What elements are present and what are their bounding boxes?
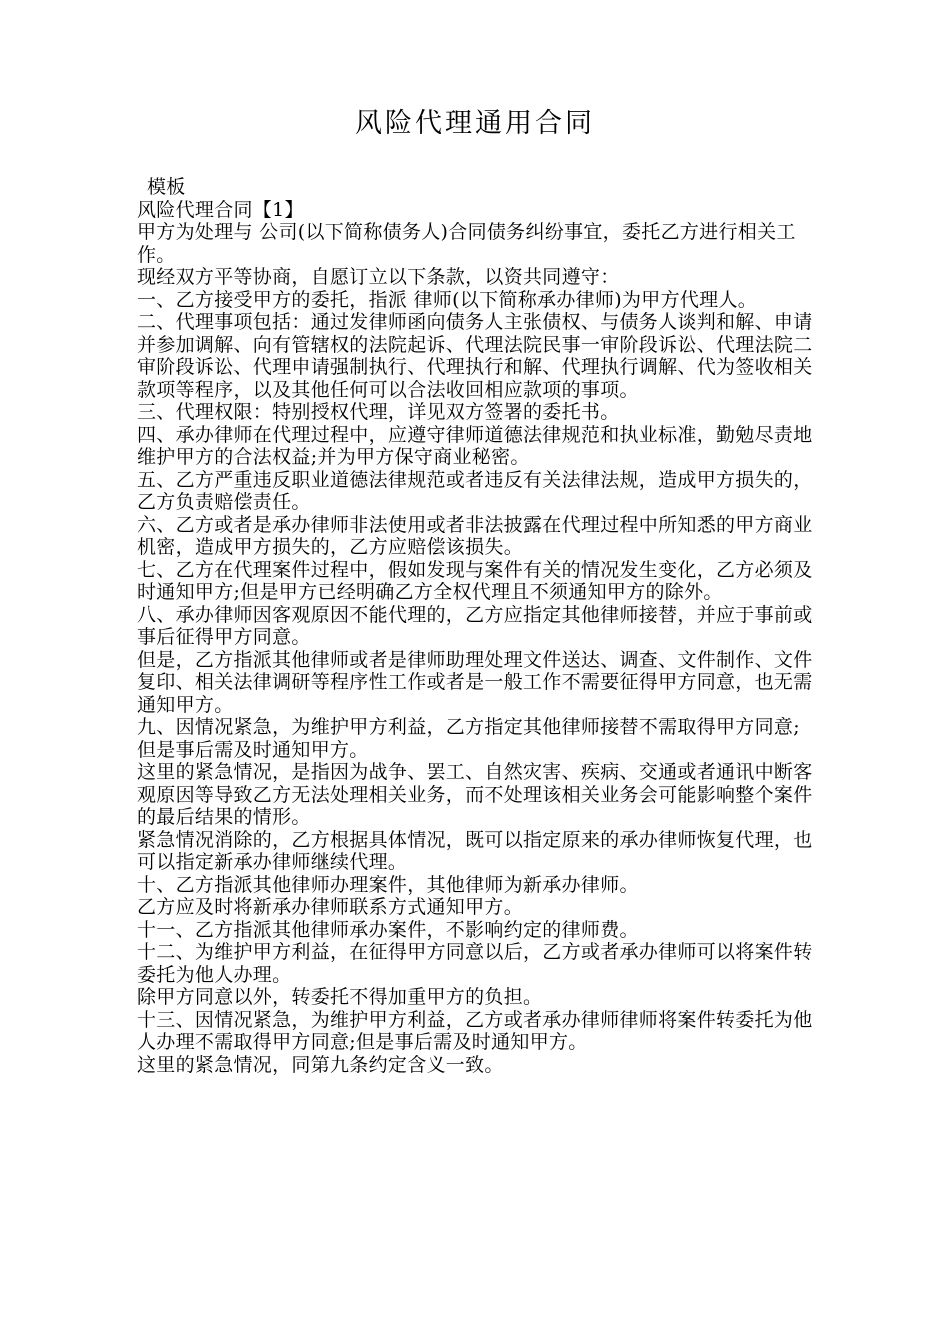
document-heading: 风险代理合同【1】 [137,198,304,221]
document-title: 风险代理通用合同 [355,108,595,139]
paragraph: 十一、乙方指派其他律师承办案件，不影响约定的律师费。 [137,918,639,941]
paragraph: 这里的紧急情况，是指因为战争、罢工、自然灾害、疾病、交通或者通讯中断客观原因等导致乙方无法处理相关业务，而不处理该相关业务会可能影响整个案件的最后结果的情形。 [137,761,813,828]
paragraph: 四、承办律师在代理过程中，应遵守律师道德法律规范和执业标准，勤勉尽责地维护甲方的合法权益;并为甲方保守商业秘密。 [137,423,813,468]
document-subtitle: 模板 [147,176,186,198]
paragraph: 九、因情况紧急，为维护甲方利益，乙方指定其他律师接替不需取得甲方同意;但是事后需及时通知甲方。 [137,716,800,761]
paragraph: 一、乙方接受甲方的委托，指派 律师(以下简称承办律师)为甲方代理人。 [137,288,758,311]
paragraph: 现经双方平等协商，自愿订立以下条款，以资共同遵守： [137,266,620,288]
document-body [137,176,814,1076]
paragraph: 十三、因情况紧急，为维护甲方利益，乙方或者承办律师律师将案件转委托为他人办理不需取得甲方同意;但是事后需及时通知甲方。 [137,1008,813,1053]
paragraph: 十、乙方指派其他律师办理案件，其他律师为新承办律师。 [137,873,639,896]
paragraph: 八、承办律师因客观原因不能代理的，乙方应指定其他律师接替，并应于事前或事后征得甲方同意。 [137,603,813,648]
paragraph: 甲方为处理与 公司(以下简称债务人)合同债务纠纷事宜，委托乙方进行相关工作。 [137,221,796,266]
paragraph: 三、代理权限：特别授权代理，详见双方签署的委托书。 [137,401,620,423]
paragraph: 这里的紧急情况，同第九条约定含义一致。 [137,1053,504,1076]
paragraph: 七、乙方在代理案件过程中，假如发现与案件有关的情况发生变化，乙方必须及时通知甲方;但是甲方已经明确乙方全权代理且不须通知甲方的除外。 [137,558,813,603]
paragraph: 十二、为维护甲方利益，在征得甲方同意以后，乙方或者承办律师可以将案件转委托为他人办理。 [137,941,813,986]
paragraph: 五、乙方严重违反职业道德法律规范或者违反有关法律法规，造成甲方损失的，乙方负责赔偿责任。 [137,468,813,513]
paragraph: 二、代理事项包括：通过发律师函向债务人主张债权、与债务人谈判和解、申请并参加调解、向有管辖权的法院起诉、代理法院民事一审阶段诉讼、代理法院二审阶段诉讼、代理申请强制执行、代理执行和解、代理执行调解、代为签收相关款项等程序，以及其他任何可以合法收回相应款项的事项。 [137,311,813,401]
paragraph: 乙方应及时将新承办律师联系方式通知甲方。 [137,896,524,918]
paragraph: 除甲方同意以外，转委托不得加重甲方的负担。 [137,986,543,1008]
paragraph: 但是，乙方指派其他律师或者是律师助理处理文件送达、调查、文件制作、文件复印、相关法律调研等程序性工作或者是一般工作不需要征得甲方同意，也无需通知甲方。 [137,648,813,716]
paragraph: 六、乙方或者是承办律师非法使用或者非法披露在代理过程中所知悉的甲方商业机密，造成甲方损失的，乙方应赔偿该损失。 [137,513,813,558]
paragraph: 紧急情况消除的，乙方根据具体情况，既可以指定原来的承办律师恢复代理，也可以指定新承办律师继续代理。 [137,828,813,873]
